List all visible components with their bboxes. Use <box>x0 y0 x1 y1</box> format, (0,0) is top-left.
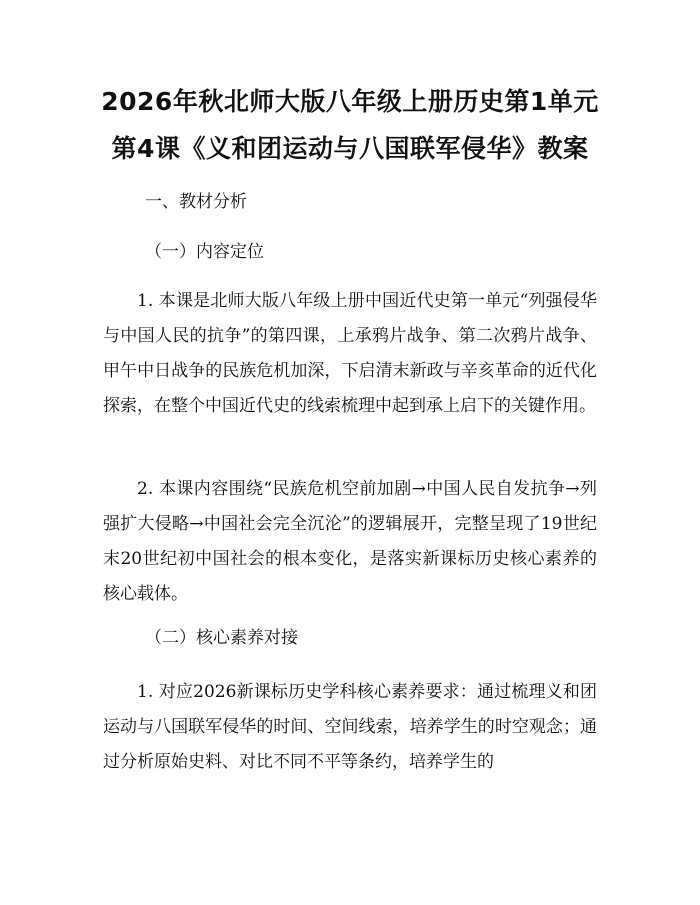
paragraph-2: 2. 本课内容围绕“民族危机空前加剧→中国人民自发抗争→列强扩大侵略→中国社会完全沉沦”的逻辑展开，完整呈现了19世纪末20世纪初中国社会的根本变化，是落实新课标历史核心素养的核心载体。 <box>103 479 597 604</box>
subsection-heading-content-positioning: （一）内容定位 <box>145 242 264 262</box>
section-heading-textbook-analysis: 一、教材分析 <box>145 192 247 212</box>
paragraph-1: 1. 本课是北师大版八年级上册中国近代史第一单元“列强侵华与中国人民的抗争”的第四课，上承鸦片战争、第二次鸦片战争、甲午中日战争的民族危机加深，下启清末新政与辛亥革命的近代化探索，在整个中国近代史的线索梳理中起到承上启下的关键作用。 <box>103 291 597 416</box>
document-title-line-2: 第4课《义和团运动与八国联军侵华》教案 <box>111 134 589 163</box>
subsection-heading-core-literacy: （二）核心素养对接 <box>145 628 298 648</box>
document-title-line-1: 2026年秋北师大版八年级上册历史第1单元 <box>101 87 599 116</box>
paragraph-3: 1. 对应2026新课标历史学科核心素养要求：通过梳理义和团运动与八国联军侵华的时间、空间线索，培养学生的时空观念；通过分析原始史料、对比不同不平等条约，培养学生的 <box>103 682 597 772</box>
